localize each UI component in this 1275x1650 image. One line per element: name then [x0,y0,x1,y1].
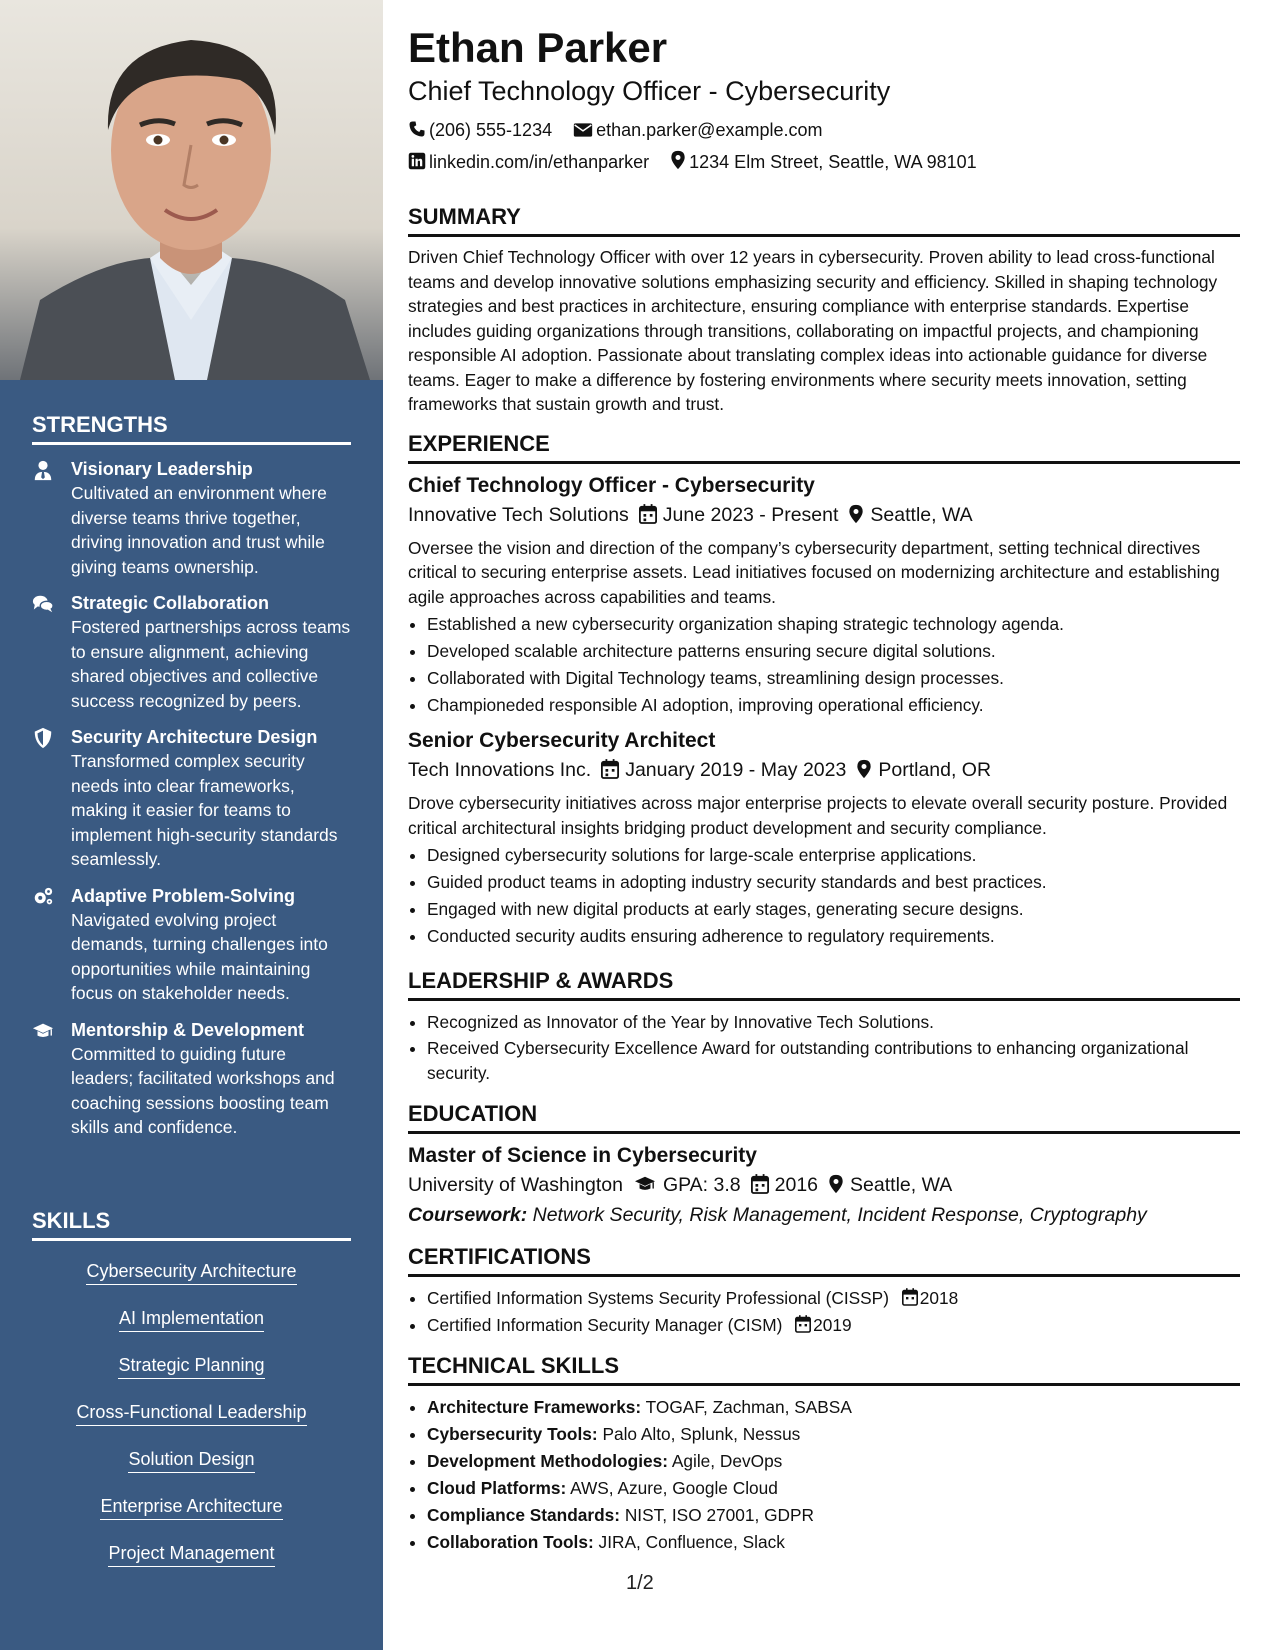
strength-item [32,1018,351,1140]
certification-year: 2019 [813,1315,852,1335]
technical-skill-value: AWS, Azure, Google Cloud [570,1478,778,1498]
strength-item [32,457,351,579]
job-meta [408,755,1240,785]
technical-skill-value: TOGAF, Zachman, SABSA [645,1397,852,1417]
technical-skill-item [427,1502,1240,1529]
skill-tag: Solution Design [128,1447,254,1473]
job-dates: January 2019 - May 2023 [625,759,847,781]
strength-description: Fostered partnerships across teams to ensure alignment, achieving shared objectives and collective success recognized by peers. [71,617,351,711]
job-bullets [408,842,1240,950]
map-marker-icon [856,759,872,779]
job-bullets [408,611,1240,719]
summary-section [408,204,1240,417]
skill-tag: Cross-Functional Leadership [76,1400,306,1426]
certification-year: 2018 [919,1288,959,1308]
coursework-text: Network Security, Risk Management, Incident Response, Cryptography [532,1204,1147,1226]
technical-skill-item [427,1394,1240,1421]
user-tie-icon [32,459,54,481]
sidebar [0,0,383,1650]
strengths-title: STRENGTHS [32,412,351,445]
phone-icon [408,120,426,138]
calendar-icon [601,759,619,779]
technical-skills-section [408,1353,1240,1556]
job-dates: June 2023 - Present [662,503,839,526]
phone-text: (206) 555-1234 [429,120,553,140]
candidate-role: Chief Technology Officer - Cybersecurity [408,76,891,106]
degree-title: Master of Science in Cybersecurity [408,1144,757,1167]
job-meta [408,500,1240,530]
strength-description: Cultivated an environment where diverse teams thrive together, driving innovation and trust while giving teams ownership. [71,483,327,577]
job-bullet: • Engaged with new digital products at early stages, generating secure designs. [427,896,1240,923]
job-company: Innovative Tech Solutions [408,503,629,526]
certification-name: Certified Information Systems Security Professional (CISSP) [427,1288,889,1308]
technical-skill-label: Architecture Frameworks: [427,1397,642,1417]
job-bullet: • Designed cybersecurity solutions for large-scale enterprise applications. [427,842,1240,869]
strength-item [32,591,351,713]
skills-section [32,1208,351,1576]
job-entry [408,727,1240,950]
award-item: • Received Cybersecurity Excellence Award for outstanding contributions to enhancing organizational security. [427,1036,1240,1085]
email-text: ethan.parker@example.com [596,120,823,140]
technical-skill-value: JIRA, Confluence, Slack [598,1532,785,1552]
certification-name: Certified Information Security Manager (CISM) [427,1315,783,1335]
technical-skill-item [427,1529,1240,1556]
skills-title: SKILLS [32,1208,351,1241]
main-content [408,22,1240,1556]
technical-skill-label: Compliance Standards: [427,1505,621,1525]
comments-icon [32,593,54,615]
technical-skills-list [408,1394,1240,1556]
job-description: Drove cybersecurity initiatives across major enterprise projects to elevate overall security posture. Provided critical architectural insights bridging product development and security compliance. [408,793,1228,838]
experience-title: EXPERIENCE [408,431,1240,464]
job-title: Chief Technology Officer - Cybersecurity [408,473,815,497]
job-bullet: • Championeded responsible AI adoption, improving operational efficiency. [427,692,1240,719]
technical-skills-title: TECHNICAL SKILLS [408,1353,1240,1386]
technical-skill-value: Agile, DevOps [671,1451,783,1471]
awards-section [408,968,1240,1085]
experience-section [408,431,1240,951]
certifications-title: CERTIFICATIONS [408,1244,1240,1277]
job-title: Senior Cybersecurity Architect [408,729,716,752]
education-meta [408,1170,1240,1200]
strength-title: Mentorship & Development [71,1019,305,1040]
job-bullet: • Conducted security audits ensuring adherence to regulatory requirements. [427,923,1240,950]
technical-skill-label: Collaboration Tools: [427,1532,594,1552]
summary-text: Driven Chief Technology Officer with over 12 years in cybersecurity. Proven ability to lead cross-functional teams and develop innovative solutions emphasizing security and efficiency. Skilled in shaping technology strategies and best practices in architecture, ensuring compliance with enterprise standards. Expertise includes guiding organizations through transitions, collaborating on impactful projects, and championing responsible AI adoption. Passionate about translating complex ideas into actionable guidance for diverse teams. Eager to make a difference by fostering environments where security meets innovation, setting frameworks that sustain growth and trust. [408,247,1218,414]
strength-title: Strategic Collaboration [71,593,270,613]
job-description: Oversee the vision and direction of the company’s cybersecurity department, setting technical directives critical to securing enterprise assets. Lead initiatives focused on modernizing architecture and establishing agile approaches across capabilities and teams. [408,537,1220,607]
graduation-cap-icon [32,1020,54,1042]
job-bullet: • Developed scalable architecture patterns ensuring secure digital solutions. [427,638,1240,665]
graduation-cap-icon [633,1174,657,1194]
technical-skill-label: Cloud Platforms: [427,1478,567,1498]
strength-title: Visionary Leadership [71,459,253,479]
certification-item [427,1312,1240,1339]
calendar-icon [902,1288,918,1306]
technical-skill-item [427,1448,1240,1475]
skills-list [32,1247,351,1576]
strength-description: Navigated evolving project demands, turning challenges into opportunities while maintaining focus on stakeholder needs. [71,909,328,1003]
linkedin-icon [408,152,426,170]
job-location: Seattle, WA [870,503,973,526]
technical-skill-item [427,1475,1240,1502]
strength-item [32,884,351,1006]
map-marker-icon [848,504,864,524]
strengths-section [32,412,351,1140]
job-entry [408,472,1240,720]
job-bullet: • Established a new cybersecurity organization shaping strategic technology agenda. [427,611,1240,638]
address-contact [670,152,977,172]
linkedin-contact[interactable] [408,152,654,172]
linkedin-text: linkedin.com/in/ethanparker [429,152,650,172]
skill-tag: Cybersecurity Architecture [86,1259,296,1285]
awards-title: LEADERSHIP & AWARDS [408,968,1240,1001]
map-marker-icon [828,1174,844,1194]
profile-photo [0,0,383,380]
awards-list [408,1009,1240,1085]
technical-skill-label: Cybersecurity Tools: [427,1424,598,1444]
strength-description: Transformed complex security needs into clear frameworks, making it easier for teams to implement high-security standards seamlessly. [71,751,338,869]
job-location: Portland, OR [878,759,992,781]
address-text: 1234 Elm Street, Seattle, WA 98101 [689,152,977,172]
page-number: 1/2 [626,1572,654,1594]
shield-icon [32,727,54,749]
candidate-name: Ethan Parker [408,24,668,71]
certifications-section [408,1244,1240,1339]
skill-tag: Enterprise Architecture [100,1494,282,1520]
portrait-illustration [0,0,383,380]
contact-info [408,114,1240,178]
education-location: Seattle, WA [850,1174,953,1196]
skill-tag: Project Management [108,1541,274,1567]
graduation-year: 2016 [774,1174,819,1196]
technical-skill-value: NIST, ISO 27001, GDPR [624,1505,815,1525]
education-title: EDUCATION [408,1101,1240,1134]
education-section [408,1101,1240,1230]
gpa: GPA: 3.8 [662,1174,741,1196]
job-bullet: • Collaborated with Digital Technology teams, streamlining design processes. [427,665,1240,692]
technical-skill-value: Palo Alto, Splunk, Nessus [602,1424,801,1444]
calendar-icon [795,1315,811,1333]
email-contact[interactable] [573,120,822,140]
technical-skill-item [427,1421,1240,1448]
phone-contact[interactable] [408,120,557,140]
technical-skill-label: Development Methodologies: [427,1451,668,1471]
certification-item [427,1285,1240,1312]
coursework-label: Coursework: [408,1204,528,1226]
certifications-list [408,1285,1240,1339]
school-name: University of Washington [408,1174,623,1196]
strength-title: Security Architecture Design [71,727,318,747]
strength-description: Committed to guiding future leaders; facilitated workshops and coaching sessions boosting team skills and confidence. [71,1043,335,1137]
strength-item [32,725,351,872]
calendar-icon [639,504,657,524]
envelope-icon [573,122,593,138]
map-marker-icon [670,150,686,170]
calendar-icon [751,1174,769,1194]
strength-title: Adaptive Problem-Solving [71,885,296,906]
award-item: • Recognized as Innovator of the Year by Innovative Tech Solutions. [427,1009,1240,1036]
job-company: Tech Innovations Inc. [408,759,592,781]
skill-tag: Strategic Planning [118,1353,264,1379]
coursework [408,1200,1240,1230]
skill-tag: AI Implementation [119,1306,264,1332]
summary-title: SUMMARY [408,204,1240,237]
job-bullet: • Guided product teams in adopting industry security standards and best practices. [427,869,1240,896]
gears-icon [32,886,54,908]
